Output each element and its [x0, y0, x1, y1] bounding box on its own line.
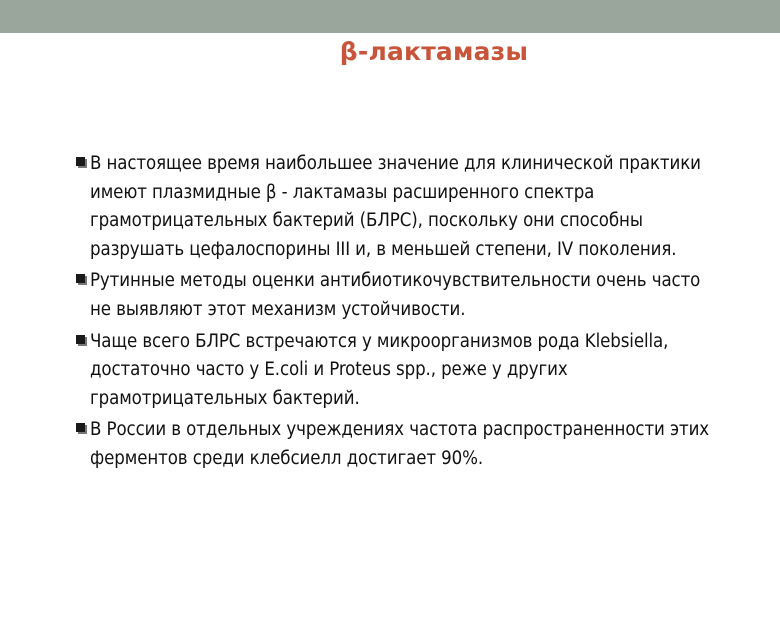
- header-bar: [0, 0, 780, 33]
- bullet-item: [76, 416, 716, 473]
- bullet-item: [76, 267, 716, 324]
- bullet-text: В России в отдельных учреждениях частота распространенности этих ферментов среди клебсиелл достигает 90%.: [90, 419, 710, 469]
- square-bullet-icon: [76, 274, 87, 285]
- slide-title: β-лактамазы: [339, 37, 529, 66]
- square-bullet-icon: [76, 335, 87, 346]
- bullet-item: [76, 150, 716, 264]
- square-bullet-icon: [76, 157, 87, 168]
- bullet-text: Чаще всего БЛРС встречаются у микроорганизмов рода Klebsiella, достаточно часто у E.coli и Proteus spp., реже у других грамотрицательных бактерий.: [90, 330, 669, 409]
- bullet-text: Рутинные методы оценки антибиотикочувствительности очень часто не выявляют этот механизм устойчивости.: [90, 270, 701, 320]
- bullet-text: В настоящее время наибольшее значение для клинической практики имеют плазмидные β - лактамазы расширенного спектра грамотрицательных бактерий (БЛРС), поскольку они способны разрушать цефалоспорины III и, в меньшей степени, IV поколения.: [90, 153, 701, 260]
- bullet-list: [76, 150, 716, 477]
- square-bullet-icon: [76, 423, 87, 434]
- bullet-item: [76, 328, 716, 414]
